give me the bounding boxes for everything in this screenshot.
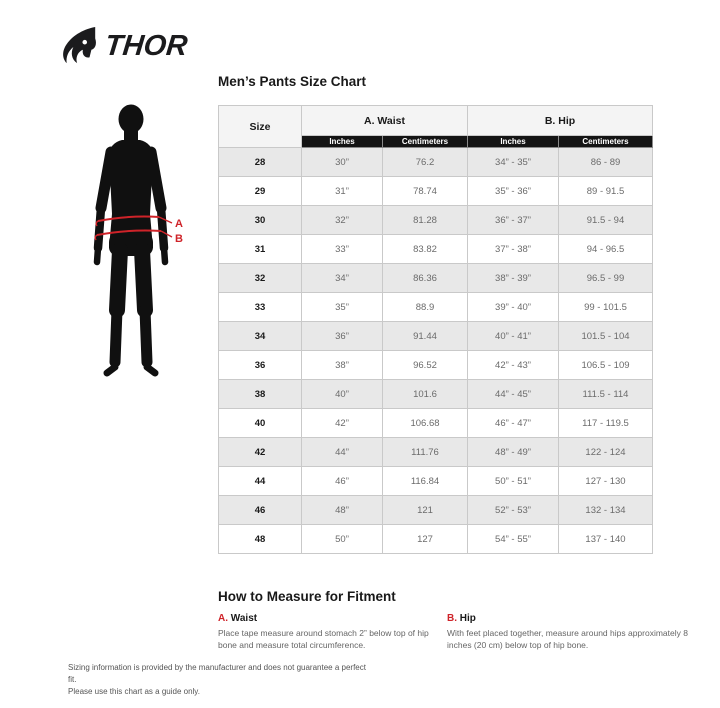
size-cell: 42 — [219, 438, 302, 467]
size-cell: 31 — [219, 235, 302, 264]
column-group-waist: A. Waist — [302, 106, 468, 136]
disclaimer-line-2: Please use this chart as a guide only. — [68, 687, 200, 696]
waist-cm-cell: 76.2 — [383, 148, 468, 177]
measure-waist-word: Waist — [230, 613, 258, 624]
waist-in-cell: 35” — [302, 293, 383, 322]
measure-section-heading: How to Measure for Fitment — [218, 589, 396, 604]
table-row — [219, 177, 653, 206]
waist-in-cell: 48” — [302, 496, 383, 525]
waist-in-cell: 46” — [302, 467, 383, 496]
size-cell: 28 — [219, 148, 302, 177]
page-title: Men’s Pants Size Chart — [218, 74, 367, 89]
table-row — [219, 293, 653, 322]
table-row — [219, 264, 653, 293]
thor-helmet-icon — [61, 26, 99, 66]
hip-in-cell: 44” - 45” — [468, 380, 559, 409]
size-cell: 34 — [219, 322, 302, 351]
size-cell: 48 — [219, 525, 302, 554]
waist-cm-cell: 88.9 — [383, 293, 468, 322]
waist-in-cell: 33” — [302, 235, 383, 264]
table-row — [219, 206, 653, 235]
table-row — [219, 525, 653, 554]
hip-cm-cell: 89 - 91.5 — [559, 177, 653, 206]
disclaimer-line-1: Sizing information is provided by the manufacturer and does not guarantee a perfect fit. — [68, 663, 366, 684]
hip-cm-cell: 127 - 130 — [559, 467, 653, 496]
hip-cm-cell: 96.5 - 99 — [559, 264, 653, 293]
waist-in-cell: 38” — [302, 351, 383, 380]
measure-hip-letter: B. — [447, 613, 457, 624]
subheader-hip-inches: Inches — [468, 136, 559, 148]
waist-cm-cell: 91.44 — [383, 322, 468, 351]
size-cell: 40 — [219, 409, 302, 438]
measurement-figure — [78, 96, 203, 388]
subheader-waist-centimeters: Centimeters — [383, 136, 468, 148]
waist-in-cell: 42” — [302, 409, 383, 438]
waist-in-cell: 40” — [302, 380, 383, 409]
measure-hip-word: Hip — [459, 613, 476, 624]
hip-in-cell: 34” - 35” — [468, 148, 559, 177]
hip-cm-cell: 111.5 - 114 — [559, 380, 653, 409]
table-row — [219, 351, 653, 380]
measure-hip-instructions: With feet placed together, measure around hips approximately 8 inches (20 cm) below top of hip bone. — [447, 628, 688, 651]
size-cell: 44 — [219, 467, 302, 496]
sizing-disclaimer — [68, 662, 368, 698]
waist-in-cell: 44” — [302, 438, 383, 467]
hip-cm-cell: 137 - 140 — [559, 525, 653, 554]
waist-in-cell: 36” — [302, 322, 383, 351]
hip-cm-cell: 117 - 119.5 — [559, 409, 653, 438]
hip-in-cell: 46” - 47” — [468, 409, 559, 438]
waist-in-cell: 50” — [302, 525, 383, 554]
table-row — [219, 409, 653, 438]
waist-cm-cell: 101.6 — [383, 380, 468, 409]
hip-cm-cell: 99 - 101.5 — [559, 293, 653, 322]
table-row — [219, 148, 653, 177]
hip-in-cell: 48” - 49” — [468, 438, 559, 467]
waist-cm-cell: 121 — [383, 496, 468, 525]
size-chart-table — [218, 105, 653, 554]
brand-wordmark: THOR — [103, 29, 189, 62]
waist-in-cell: 31” — [302, 177, 383, 206]
waist-cm-cell: 106.68 — [383, 409, 468, 438]
hip-cm-cell: 94 - 96.5 — [559, 235, 653, 264]
hip-in-cell: 39” - 40” — [468, 293, 559, 322]
male-silhouette-diagram — [78, 96, 203, 388]
size-cell: 46 — [219, 496, 302, 525]
hip-in-cell: 50” - 51” — [468, 467, 559, 496]
hip-cm-cell: 101.5 - 104 — [559, 322, 653, 351]
waist-cm-cell: 96.52 — [383, 351, 468, 380]
measure-waist-letter: A. — [218, 613, 228, 624]
hip-in-cell: 54” - 55” — [468, 525, 559, 554]
waist-in-cell: 30” — [302, 148, 383, 177]
hip-cm-cell: 122 - 124 — [559, 438, 653, 467]
subheader-waist-inches: Inches — [302, 136, 383, 148]
hip-cm-cell: 106.5 - 109 — [559, 351, 653, 380]
hip-in-cell: 37” - 38” — [468, 235, 559, 264]
table-row — [219, 235, 653, 264]
waist-cm-cell: 83.82 — [383, 235, 468, 264]
waist-cm-cell: 127 — [383, 525, 468, 554]
table-row — [219, 438, 653, 467]
table-row — [219, 322, 653, 351]
waist-cm-cell: 78.74 — [383, 177, 468, 206]
waist-label-a: A — [175, 218, 183, 230]
subheader-hip-centimeters: Centimeters — [559, 136, 653, 148]
table-row — [219, 496, 653, 525]
size-cell: 32 — [219, 264, 302, 293]
measure-hip-block — [447, 613, 695, 652]
hip-in-cell: 40” - 41” — [468, 322, 559, 351]
body-silhouette — [109, 105, 153, 257]
hip-in-cell: 35” - 36” — [468, 177, 559, 206]
waist-cm-cell: 111.76 — [383, 438, 468, 467]
hip-in-cell: 42” - 43” — [468, 351, 559, 380]
size-cell: 29 — [219, 177, 302, 206]
hip-in-cell: 52” - 53” — [468, 496, 559, 525]
hip-in-cell: 38” - 39” — [468, 264, 559, 293]
hip-label-b: B — [175, 233, 183, 245]
measure-hip-title — [447, 613, 695, 624]
size-cell: 33 — [219, 293, 302, 322]
measure-waist-block — [218, 613, 448, 652]
hip-cm-cell: 91.5 - 94 — [559, 206, 653, 235]
hip-in-cell: 36” - 37” — [468, 206, 559, 235]
hip-cm-cell: 132 - 134 — [559, 496, 653, 525]
thor-logo — [61, 26, 187, 66]
waist-in-cell: 32” — [302, 206, 383, 235]
size-cell: 30 — [219, 206, 302, 235]
table-row — [219, 380, 653, 409]
column-group-hip: B. Hip — [468, 106, 653, 136]
measure-waist-title — [218, 613, 448, 624]
table-body — [219, 148, 653, 554]
waist-cm-cell: 116.84 — [383, 467, 468, 496]
waist-in-cell: 34” — [302, 264, 383, 293]
hip-cm-cell: 86 - 89 — [559, 148, 653, 177]
waist-cm-cell: 86.36 — [383, 264, 468, 293]
size-cell: 36 — [219, 351, 302, 380]
size-cell: 38 — [219, 380, 302, 409]
column-header-size: Size — [219, 106, 302, 148]
measure-waist-instructions: Place tape measure around stomach 2” below top of hip bone and measure total circumference. — [218, 628, 429, 651]
waist-cm-cell: 81.28 — [383, 206, 468, 235]
table-row — [219, 467, 653, 496]
